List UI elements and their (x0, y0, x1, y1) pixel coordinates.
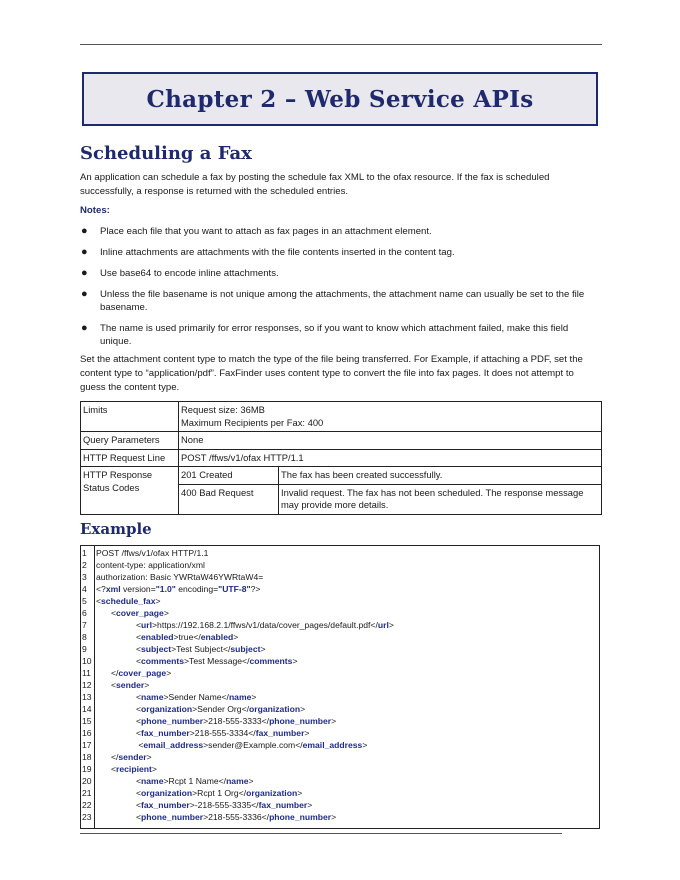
line-number: 1 (82, 548, 87, 558)
line-number: 9 (82, 644, 87, 654)
line-number: 13 (82, 692, 92, 702)
table-label: Limits (81, 402, 179, 432)
xml-tag: phone_number (269, 812, 332, 822)
line-number: 3 (82, 572, 87, 582)
code-token: < (136, 656, 142, 666)
code-line (81, 811, 600, 823)
code-token: < (136, 788, 142, 798)
code-token: < (136, 812, 142, 822)
note-text: Inline attachments are attachments with the file contents inserted in the content tag. (100, 247, 455, 258)
xml-tag: schedule_fax (101, 596, 156, 606)
table-label: HTTP Response Status Codes (81, 467, 179, 515)
table-row (81, 467, 602, 485)
code-token: >Sender Org</ (192, 704, 249, 714)
xml-tag: name (141, 776, 164, 786)
code-token: > (146, 752, 152, 762)
xml-tag: cover_page (116, 608, 164, 618)
intro-paragraph: An application can schedule a fax by posting the schedule fax XML to the ofax resource. If the fax is scheduled successfully, a response is returned with the scheduled entries. (80, 172, 550, 197)
table-label: HTTP Request Line (81, 449, 179, 467)
code-token: < (111, 680, 117, 690)
code-token: >https://192.168.2.1/ffws/v1/data/cover_pages/default.pdf</ (152, 620, 378, 630)
xml-tag: sender (116, 680, 145, 690)
code-line (81, 727, 600, 739)
code-token: > (362, 740, 368, 750)
line-number: 8 (82, 632, 87, 642)
code-token: < (136, 620, 142, 630)
code-line (81, 607, 600, 619)
xml-tag: email_address (143, 740, 204, 750)
chapter-title: Chapter 2 – Web Service APIs (146, 85, 534, 113)
code-line (81, 655, 600, 667)
code-example (80, 545, 600, 829)
code-token: > (300, 704, 306, 714)
status-description: Invalid request. The fax has not been scheduled. The response message may provide more details. (279, 484, 602, 514)
bullet-icon: ● (81, 225, 88, 237)
xml-tag: name (226, 776, 249, 786)
xml-tag: email_address (302, 740, 363, 750)
code-token: > (233, 632, 239, 642)
bullet-icon: ● (81, 322, 88, 334)
xml-tag: phone_number (141, 716, 204, 726)
code-text (96, 595, 161, 607)
code-token: </ (111, 668, 119, 678)
code-token: < (111, 764, 117, 774)
table-cell (179, 402, 602, 432)
code-text (96, 547, 208, 559)
code-token: > (151, 764, 157, 774)
notes-list (80, 225, 600, 356)
xml-tag: url (141, 620, 153, 630)
xml-tag: enabled (200, 632, 234, 642)
line-number: 17 (82, 740, 92, 750)
code-token: >Rcpt 1 Org</ (192, 788, 247, 798)
code-text (96, 763, 157, 775)
note-text: Use base64 to encode inline attachments. (100, 268, 279, 279)
notes-label: Notes: (80, 205, 110, 216)
section-title: Scheduling a Fax (80, 143, 252, 164)
xml-string: "1.0" (155, 584, 176, 594)
chapter-banner (82, 72, 598, 126)
status-code: 201 Created (179, 467, 279, 485)
xml-tag: organization (141, 788, 193, 798)
code-token: < (136, 692, 142, 702)
code-token: authorization: Basic YWRtaW46YWRtaW4= (96, 572, 264, 582)
code-line (81, 739, 600, 751)
code-text (96, 679, 149, 691)
code-text (96, 571, 263, 583)
xml-tag: phone_number (269, 716, 332, 726)
code-text (96, 559, 205, 571)
table-row (81, 402, 602, 432)
code-text (96, 583, 260, 595)
code-line (81, 775, 600, 787)
code-token: < (136, 632, 142, 642)
xml-tag: url (377, 620, 389, 630)
line-number: 23 (82, 812, 92, 822)
xml-tag: comments (141, 656, 185, 666)
bullet-icon: ● (81, 267, 88, 279)
code-token: >218-555-3336</ (203, 812, 270, 822)
line-number: 12 (82, 680, 92, 690)
line-number: 2 (82, 560, 87, 570)
code-token: >Sender Name</ (163, 692, 229, 702)
code-line (81, 751, 600, 763)
line-number: 10 (82, 656, 92, 666)
table-cell: None (179, 432, 602, 450)
code-token: < (136, 704, 142, 714)
code-text (96, 727, 309, 739)
header-rule (80, 44, 602, 45)
xml-tag: comments (249, 656, 293, 666)
code-line (81, 619, 600, 631)
line-number: 14 (82, 704, 92, 714)
line-number: 21 (82, 788, 92, 798)
status-description: The fax has been created successfully. (279, 467, 602, 485)
code-token: < (111, 608, 117, 618)
code-token: <? (96, 584, 106, 594)
xml-tag: fax_number (258, 800, 308, 810)
line-number: 18 (82, 752, 92, 762)
list-item (80, 246, 600, 259)
code-token: > (163, 608, 169, 618)
code-line (81, 631, 600, 643)
code-token: > (144, 680, 150, 690)
xml-tag: enabled (141, 632, 174, 642)
table-label: Query Parameters (81, 432, 179, 450)
code-token: >-218-555-3335</ (189, 800, 259, 810)
table-row (81, 432, 602, 450)
code-token: < (136, 728, 142, 738)
line-number: 6 (82, 608, 87, 618)
code-token: > (260, 644, 266, 654)
code-token: >218-555-3334</ (189, 728, 256, 738)
code-line (81, 691, 600, 703)
code-token: > (248, 776, 254, 786)
code-token: </ (111, 752, 119, 762)
code-line (81, 547, 600, 559)
code-token: < (136, 740, 144, 750)
note-text: Place each file that you want to attach as fax pages in an attachment element. (100, 226, 432, 237)
code-token: > (307, 800, 313, 810)
code-token: > (292, 656, 298, 666)
status-code: 400 Bad Request (179, 484, 279, 514)
line-number: 4 (82, 584, 87, 594)
list-item (80, 288, 600, 314)
code-text (96, 619, 394, 631)
code-token: < (96, 596, 102, 606)
line-number: 20 (82, 776, 92, 786)
xml-string: "UTF-8" (218, 584, 251, 594)
content-type-paragraph: Set the attachment content type to match the type of the file being transferred. For Example, if attaching a PDF, set the content type to “application/pdf”. FaxFinder uses content type to convert the file into fax pages. It does not attempt to guess the content type. (80, 354, 583, 393)
code-text (96, 607, 169, 619)
code-token: > (331, 812, 337, 822)
line-number: 19 (82, 764, 92, 774)
xml-tag: sender (118, 752, 147, 762)
code-token: > (166, 668, 172, 678)
xml-tag: xml (105, 584, 121, 594)
line-number: 7 (82, 620, 87, 630)
table-cell: POST /ffws/v1/ofax HTTP/1.1 (179, 449, 602, 467)
code-token: > (304, 728, 310, 738)
code-text (96, 811, 336, 823)
code-token: > (388, 620, 394, 630)
code-text (96, 715, 336, 727)
code-token: POST /ffws/v1/ofax HTTP/1.1 (96, 548, 209, 558)
xml-tag: subject (230, 644, 261, 654)
bullet-icon: ● (81, 246, 88, 258)
code-line (81, 679, 600, 691)
code-token: > (251, 692, 257, 702)
api-info-table (80, 401, 602, 515)
code-text (96, 739, 367, 751)
code-line (81, 715, 600, 727)
code-token: < (136, 800, 142, 810)
code-text (96, 655, 297, 667)
xml-tag: fax_number (255, 728, 305, 738)
code-line (81, 559, 600, 571)
table-row (81, 449, 602, 467)
line-number: 15 (82, 716, 92, 726)
code-token: >sender@Example.com</ (203, 740, 303, 750)
list-item (80, 225, 600, 238)
code-token: encoding= (175, 584, 219, 594)
code-token: >218-555-3333</ (203, 716, 270, 726)
code-text (96, 775, 254, 787)
xml-tag: organization (246, 788, 298, 798)
xml-tag: phone_number (141, 812, 204, 822)
xml-tag: fax_number (141, 800, 190, 810)
line-number: 11 (82, 668, 91, 678)
code-line (81, 787, 600, 799)
code-token: ?> (250, 584, 261, 594)
xml-tag: subject (141, 644, 172, 654)
code-text (96, 703, 305, 715)
code-line (81, 667, 600, 679)
xml-tag: organization (248, 704, 301, 714)
note-text: Unless the file basename is not unique among the attachments, the attachment name can usually be set to the file basename. (100, 289, 585, 313)
code-token: > (331, 716, 337, 726)
code-line (81, 583, 600, 595)
code-line (81, 799, 600, 811)
xml-tag: name (141, 692, 164, 702)
code-token: < (136, 644, 142, 654)
xml-tag: organization (141, 704, 193, 714)
code-text (96, 691, 256, 703)
code-token: >Rcpt 1 Name</ (163, 776, 227, 786)
line-number: 16 (82, 728, 92, 738)
code-line (81, 643, 600, 655)
limit-request-size: Request size: 36MB (181, 404, 265, 415)
code-token: < (136, 716, 142, 726)
code-text (96, 799, 312, 811)
list-item (80, 322, 600, 348)
code-text (96, 667, 171, 679)
code-token: > (297, 788, 303, 798)
code-token: < (136, 776, 142, 786)
code-line (81, 595, 600, 607)
line-number: 5 (82, 596, 87, 606)
code-token: > (155, 596, 161, 606)
xml-tag: recipient (116, 764, 152, 774)
xml-tag: fax_number (141, 728, 190, 738)
line-number: 22 (82, 800, 92, 810)
code-token: >Test Subject</ (171, 644, 231, 654)
code-token: >Test Message</ (184, 656, 250, 666)
code-line (81, 571, 600, 583)
code-text (96, 643, 266, 655)
xml-tag: name (228, 692, 252, 702)
xml-tag: cover_page (118, 668, 167, 678)
code-text (96, 631, 238, 643)
list-item (80, 267, 600, 280)
footer-rule (80, 833, 562, 834)
code-text (96, 751, 152, 763)
example-title: Example (80, 520, 152, 538)
bullet-icon: ● (81, 288, 88, 300)
code-token: >true</ (173, 632, 201, 642)
note-text: The name is used primarily for error responses, so if you want to know which attachment failed, make this field unique. (100, 323, 569, 347)
code-line (81, 703, 600, 715)
limit-recipients: Maximum Recipients per Fax: 400 (181, 416, 324, 428)
code-token: version= (120, 584, 156, 594)
code-token: content-type: application/xml (96, 560, 205, 570)
code-line (81, 763, 600, 775)
code-text (96, 787, 302, 799)
